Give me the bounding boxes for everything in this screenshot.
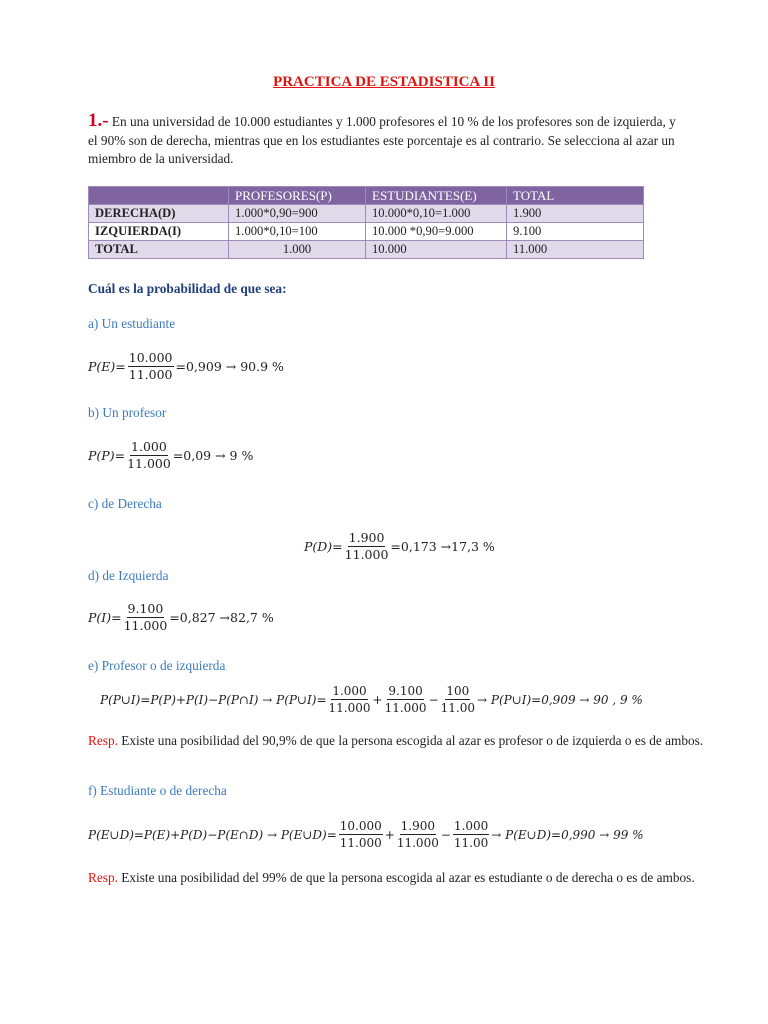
table-row [89,205,644,223]
table-row-header: DERECHA(D) [89,205,229,223]
formula-a-lhs: P(E)= [88,359,126,374]
table-cell: 10.000 [366,241,507,259]
formula-c [304,530,495,563]
table-cell: 9.100 [507,223,644,241]
denominator: 11.000 [127,456,171,471]
table-cell: 1.000*0,10=100 [229,223,366,241]
formula-b-lhs: P(P)= [88,448,126,463]
problem-statement [88,112,688,169]
answer-f [88,864,713,891]
formula-f-lhs: P(E∪D)=P(E)+P(D)−P(E∩D) → P(E∪D)= [88,827,337,842]
table-cell: 1.900 [507,205,644,223]
table-cell: 11.000 [507,241,644,259]
fraction [329,683,371,716]
table-header-cell: ESTUDIANTES(E) [366,187,507,205]
denominator: 11.000 [344,547,389,562]
table-header-cell [89,187,229,205]
operator: + [384,827,395,842]
fraction [127,439,171,472]
operator: + [372,692,383,707]
operator: − [440,827,451,842]
fraction [128,350,174,383]
table-header-cell: PROFESORES(P) [229,187,366,205]
question-heading: Cuál es la probabilidad de que sea: [88,281,287,296]
denominator: 11.000 [339,836,382,850]
part-e-label: e) Profesor o de izquierda [88,658,226,673]
numerator: 1.000 [453,819,489,833]
formula-f [88,818,644,851]
numerator: 100 [446,684,470,698]
formula-e-lhs: P(P∪I)=P(P)+P(I)−P(P∩I) → P(P∪I)= [100,692,327,707]
part-f-label: f) Estudiante o de derecha [88,783,227,798]
resp-text: Existe una posibilidad del 99% de que la persona escogida al azar es estudiante o de derecha o es de ambos. [121,870,695,885]
table-cell: 1.000 [229,241,366,259]
table-row [89,223,644,241]
formula-d-rhs: =0,827 →82,7 % [169,610,274,625]
numerator: 10.000 [128,350,173,365]
part-a-label: a) Un estudiante [88,316,176,331]
denominator: 11.000 [396,836,439,850]
formula-b-rhs: =0,09 → 9 % [172,448,254,463]
operator: − [428,692,439,707]
part-b-label: b) Un profesor [88,405,167,420]
numerator: 9.100 [388,684,423,698]
part-d-label: d) de Izquierda [88,568,169,583]
data-table [88,186,644,259]
denominator: 11.000 [328,701,371,715]
numerator: 1.000 [332,684,367,698]
formula-e-rhs: → P(P∪I)=0,909 → 90 , 9 % [477,692,643,707]
formula-a-rhs: =0,909 → 90.9 % [175,359,284,374]
formula-a [88,350,284,383]
numerator: 1.900 [400,819,436,833]
table-row-header: IZQUIERDA(I) [89,223,229,241]
numerator: 10.000 [339,819,382,833]
formula-d-lhs: P(I)= [88,610,122,625]
answer-e [88,731,713,750]
fraction [441,683,475,716]
denominator: 11.00 [440,701,475,715]
formula-e [100,683,643,716]
problem-text: En una universidad de 10.000 estudiantes y 1.000 profesores el 10 % de los profesores son de izquierda, y el 90% son de derecha, mientras que en los estudiantes este porcentaje es al contrario. Se selecciona al azar un miembro de la universidad. [88,114,676,167]
denominator: 11.00 [453,836,489,850]
table-row-header: TOTAL [89,241,229,259]
table-cell: 10.000*0,10=1.000 [366,205,507,223]
fraction [345,530,389,563]
table-header-cell: TOTAL [507,187,644,205]
denominator: 11.000 [384,701,427,715]
fraction [397,818,439,851]
fraction [385,683,427,716]
resp-label: Resp. [88,733,118,748]
numerator: 1.000 [131,439,167,454]
denominator: 11.000 [123,618,168,633]
table-row [89,241,644,259]
table-cell: 1.000*0,90=900 [229,205,366,223]
part-c-label: c) de Derecha [88,496,162,511]
table-cell: 10.000 *0,90=9.000 [366,223,507,241]
denominator: 11.000 [128,367,173,382]
page-title: PRACTICA DE ESTADISTICA II [273,74,495,90]
formula-d [88,601,274,634]
resp-label: Resp. [88,870,118,885]
fraction [124,601,168,634]
formula-b [88,439,253,472]
problem-number: 1.- [88,110,109,131]
table-header-row [89,187,644,205]
formula-c-lhs: P(D)= [304,539,343,554]
formula-c-rhs: =0,173 →17,3 % [390,539,495,554]
fraction [453,818,489,851]
numerator: 9.100 [127,601,164,616]
formula-f-rhs: → P(E∪D)=0,990 → 99 % [491,827,644,842]
fraction [339,818,383,851]
numerator: 1.900 [348,530,385,545]
resp-text: Existe una posibilidad del 90,9% de que la persona escogida al azar es profesor o de izquierda o es de ambos. [121,733,704,748]
